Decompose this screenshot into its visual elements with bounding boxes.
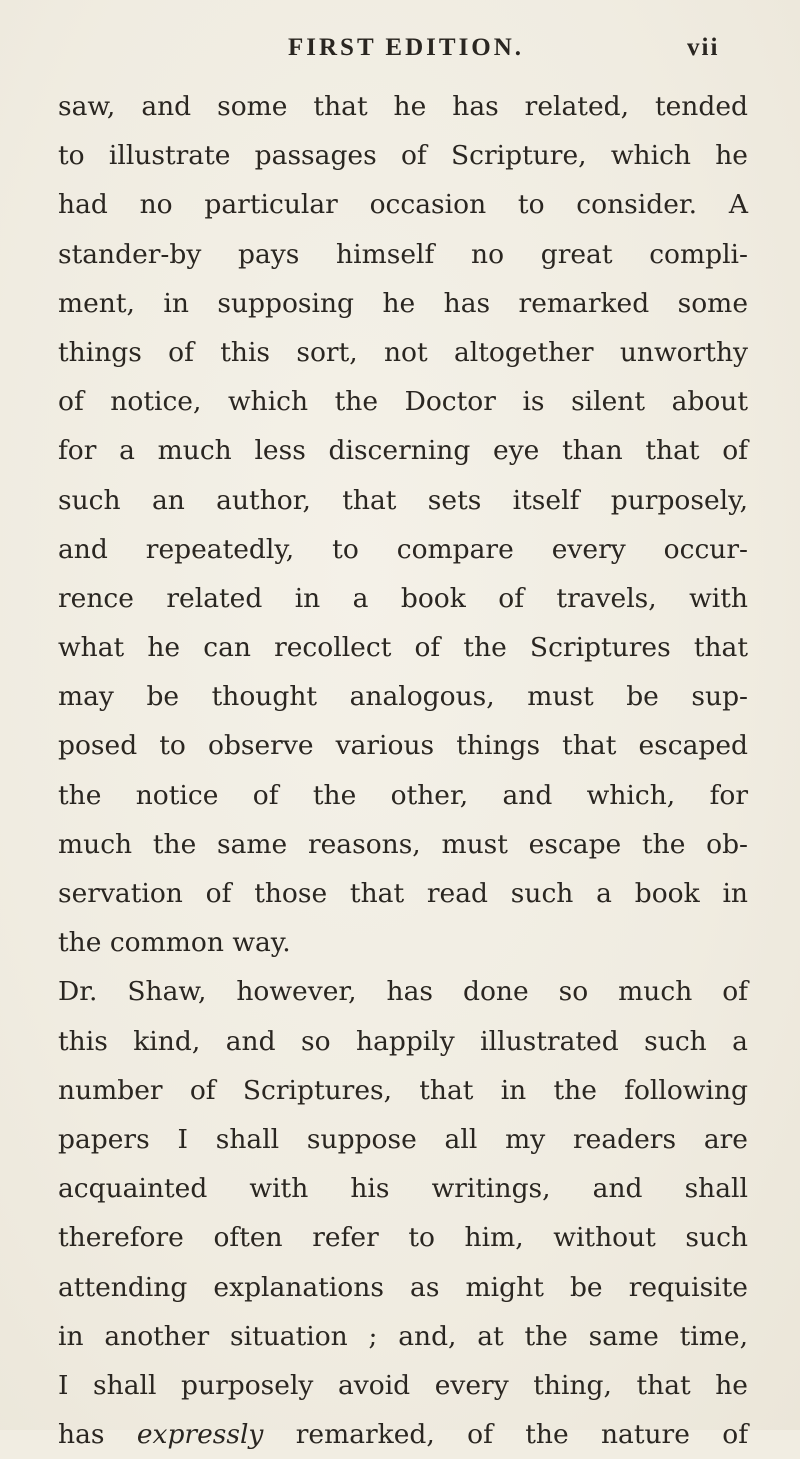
text-line: much the same reasons, must escape the ob- [58,828,748,860]
text-line: ment, in supposing he has remarked some [58,287,748,319]
text-line: in another situation ; and, at the same time, [58,1320,748,1352]
text-line: papers I shall suppose all my readers are [58,1123,748,1155]
text-line: may be thought analogous, must be sup- [58,681,748,713]
text-line: stander-by pays himself no great compli- [58,238,748,270]
text-line: number of Scriptures, that in the following [58,1074,748,1106]
text-line: things of this sort, not altogether unworthy [58,336,748,368]
text-line: what he can recollect of the Scriptures that [58,632,748,664]
text-line: attending explanations as might be requisite [58,1271,748,1303]
last-line-end: remarked, of the nature of [263,1419,748,1451]
page-number: vii [687,34,720,61]
text-line: such an author, that sets itself purposely, [58,484,748,516]
text-line: this kind, and so happily illustrated such a [58,1025,748,1057]
text-line: of notice, which the Doctor is silent about [58,386,748,418]
italic-emphasis: expressly [136,1419,264,1451]
text-line: I shall purposely avoid every thing, that he [58,1369,748,1401]
text-line: saw, and some that he has related, tended [58,91,748,122]
paragraph-start-line: Dr. Shaw, however, has done so much of [58,976,748,1008]
text-line: for a much less discerning eye than that of [58,435,748,467]
text-line: therefore often refer to him, without such [58,1222,748,1254]
text-line: the notice of the other, and which, for [58,779,748,811]
text-line: and repeatedly, to compare every occur- [58,533,748,565]
running-head-title: FIRST EDITION. [288,34,525,61]
last-text-line [58,1410,748,1459]
text-line: posed to observe various things that escaped [58,730,748,762]
running-head [0,34,800,74]
text-line: servation of those that read such a book in [58,878,748,909]
body-text [58,82,748,1459]
last-line-start: has [58,1419,137,1451]
text-line: had no particular occasion to consider. A [58,189,748,221]
text-line: rence related in a book of travels, with [58,582,748,614]
paragraph-end-line: the common way. [58,927,291,959]
text-line: to illustrate passages of Scripture, which he [58,140,748,172]
text-line: acquainted with his writings, and shall [58,1173,748,1205]
